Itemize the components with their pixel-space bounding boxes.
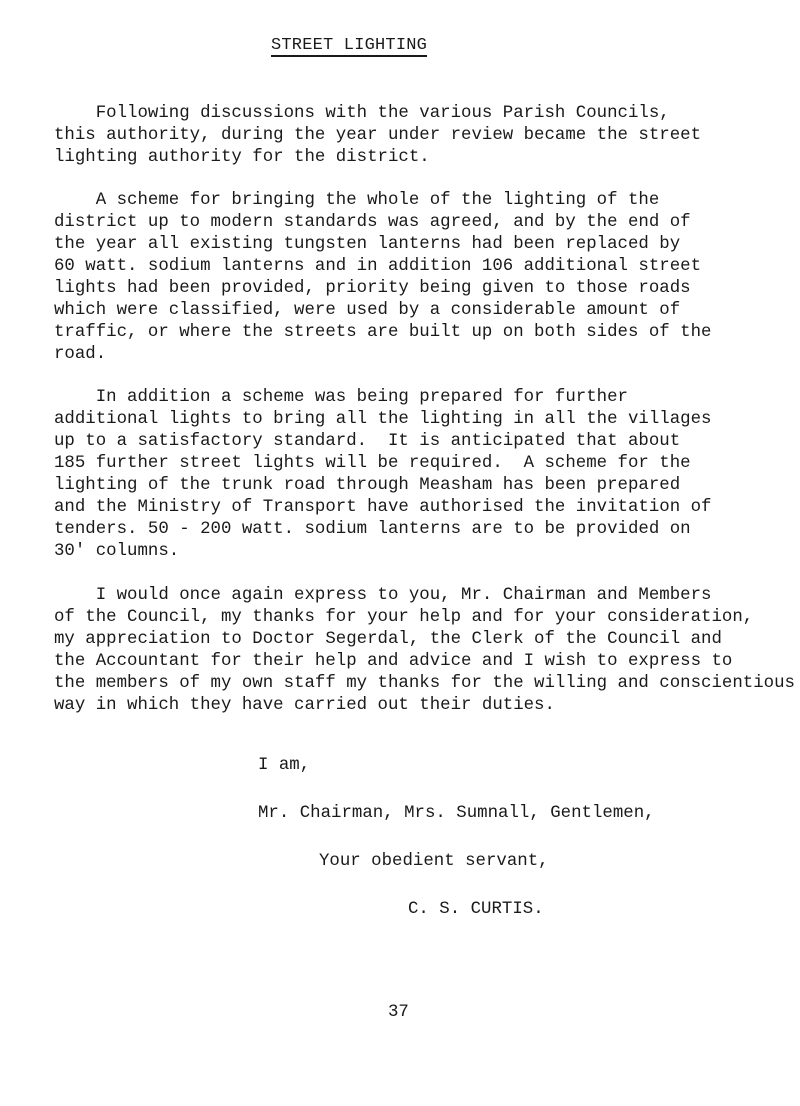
text-line: tenders. 50 - 200 watt. sodium lanterns are to be provided on — [54, 520, 691, 539]
text-line: which were classified, were used by a considerable amount of — [54, 301, 681, 320]
text-line: lighting authority for the district. — [54, 148, 430, 167]
closing-salutation: Mr. Chairman, Mrs. Sumnall, Gentlemen, — [258, 804, 655, 823]
text-line: the members of my own staff my thanks for the willing and conscientious — [54, 674, 795, 693]
text-line: 60 watt. sodium lanterns and in addition 106 additional street — [54, 257, 702, 276]
text-line: this authority, during the year under review became the street — [54, 126, 702, 145]
text-line: 185 further street lights will be required. A scheme for the — [54, 454, 691, 473]
page-title: STREET LIGHTING — [271, 36, 428, 55]
text-line: and the Ministry of Transport have authorised the invitation of — [54, 498, 712, 517]
text-line: Following discussions with the various Parish Councils, — [54, 104, 670, 123]
text-line: of the Council, my thanks for your help and for your consideration, — [54, 608, 754, 627]
text-line: lights had been provided, priority being given to those roads — [54, 279, 691, 298]
closing-i-am: I am, — [258, 756, 311, 775]
closing-servant: Your obedient servant, — [319, 852, 549, 871]
text-line: I would once again express to you, Mr. Chairman and Members — [54, 586, 712, 605]
signature: C. S. CURTIS. — [408, 900, 544, 919]
text-line: A scheme for bringing the whole of the lighting of the — [54, 191, 660, 210]
text-line: In addition a scheme was being prepared for further — [54, 388, 628, 407]
text-line: 30' columns. — [54, 542, 180, 561]
text-line: way in which they have carried out their duties. — [54, 696, 555, 715]
text-line: lighting of the trunk road through Measham has been prepared — [54, 476, 681, 495]
text-line: the year all existing tungsten lanterns had been replaced by — [54, 235, 681, 254]
text-line: district up to modern standards was agreed, and by the end of — [54, 213, 691, 232]
text-line: road. — [54, 345, 107, 364]
text-line: traffic, or where the streets are built up on both sides of the — [54, 323, 712, 342]
text-line: my appreciation to Doctor Segerdal, the Clerk of the Council and — [54, 630, 722, 649]
page-number: 37 — [388, 1003, 409, 1022]
text-line: the Accountant for their help and advice and I wish to express to — [54, 652, 733, 671]
text-line: additional lights to bring all the lighting in all the villages — [54, 410, 712, 429]
text-line: up to a satisfactory standard. It is anticipated that about — [54, 432, 681, 451]
